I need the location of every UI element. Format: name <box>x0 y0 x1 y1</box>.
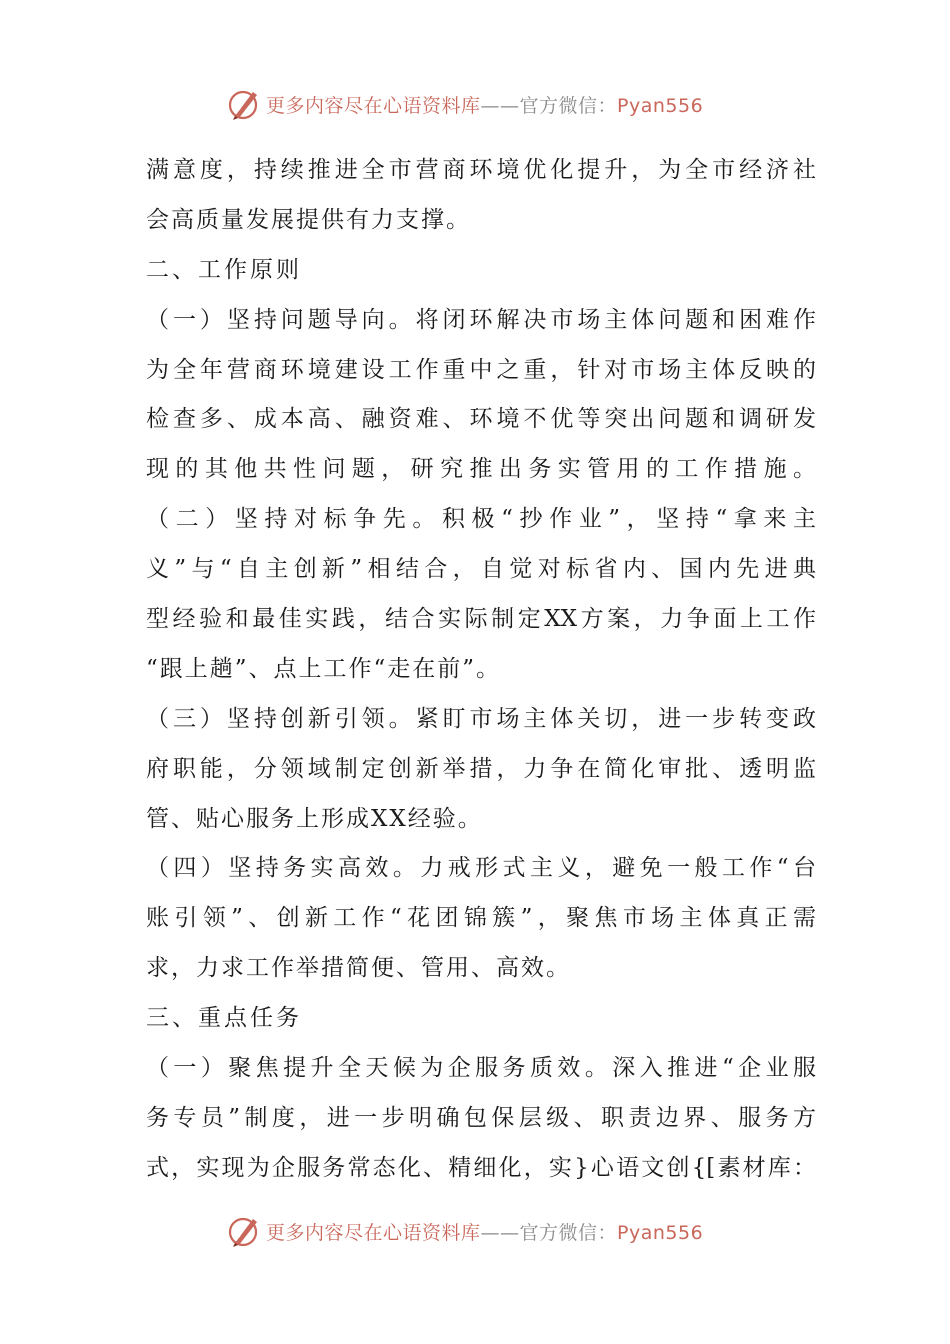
text-line: 式，实现为企服务常态化、精细化，实}心语文创{[素材库： <box>146 1154 816 1181</box>
document-body <box>146 146 816 1194</box>
text-line: （一）坚持问题导向。将闭环解决市场主体问题和困难作 <box>146 306 816 333</box>
text-line: 型经验和最佳实践，结合实际制定XX方案，力争面上工作 <box>146 606 816 633</box>
text-line: “跟上趟”、点上工作“走在前”。 <box>146 655 502 682</box>
text-line: （四）坚持务实高效。力戒形式主义，避免一般工作“台 <box>146 855 816 882</box>
text-line: 检查多、成本高、融资难、环境不优等突出问题和调研发 <box>146 406 816 433</box>
pen-logo-icon <box>226 1213 262 1249</box>
text-line: 满意度，持续推进全市营商环境优化提升，为全市经济社 <box>146 157 816 183</box>
text-line: 义”与“自主创新”相结合，自觉对标省内、国内先进典 <box>146 556 816 583</box>
section-heading: 二、工作原则 <box>146 256 302 283</box>
text-line: （一）聚焦提升全天候为企服务质效。深入推进“企业服 <box>146 1055 816 1082</box>
text-line: 现的其他共性问题，研究推出务实管用的工作措施。 <box>146 456 816 483</box>
watermark-text: 更多内容尽在心语资料库——官方微信：Pyan556 <box>266 1221 704 1244</box>
header-watermark <box>226 84 703 124</box>
watermark-text: 更多内容尽在心语资料库——官方微信：Pyan556 <box>266 94 704 117</box>
text-line: 账引领”、创新工作“花团锦簇”，聚焦市场主体真正需 <box>146 905 816 932</box>
text-line: （二）坚持对标争先。积极“抄作业”，坚持“拿来主 <box>146 506 816 533</box>
text-line: 管、贴心服务上形成XX经验。 <box>146 805 483 832</box>
text-line: 求，力求工作举措简便、管用、高效。 <box>146 955 571 982</box>
section-heading: 三、重点任务 <box>146 1005 302 1032</box>
text-line: 府职能，分领域制定创新举措，力争在简化审批、透明监 <box>146 755 816 782</box>
footer-watermark <box>226 1211 703 1251</box>
text-line: （三）坚持创新引领。紧盯市场主体关切，进一步转变政 <box>146 705 816 732</box>
text-line: 为全年营商环境建设工作重中之重，针对市场主体反映的 <box>146 356 816 383</box>
text-line: 会高质量发展提供有力支撑。 <box>146 206 471 233</box>
text-line: 务专员”制度，进一步明确包保层级、职责边界、服务方 <box>146 1104 816 1131</box>
pen-logo-icon <box>226 86 262 122</box>
